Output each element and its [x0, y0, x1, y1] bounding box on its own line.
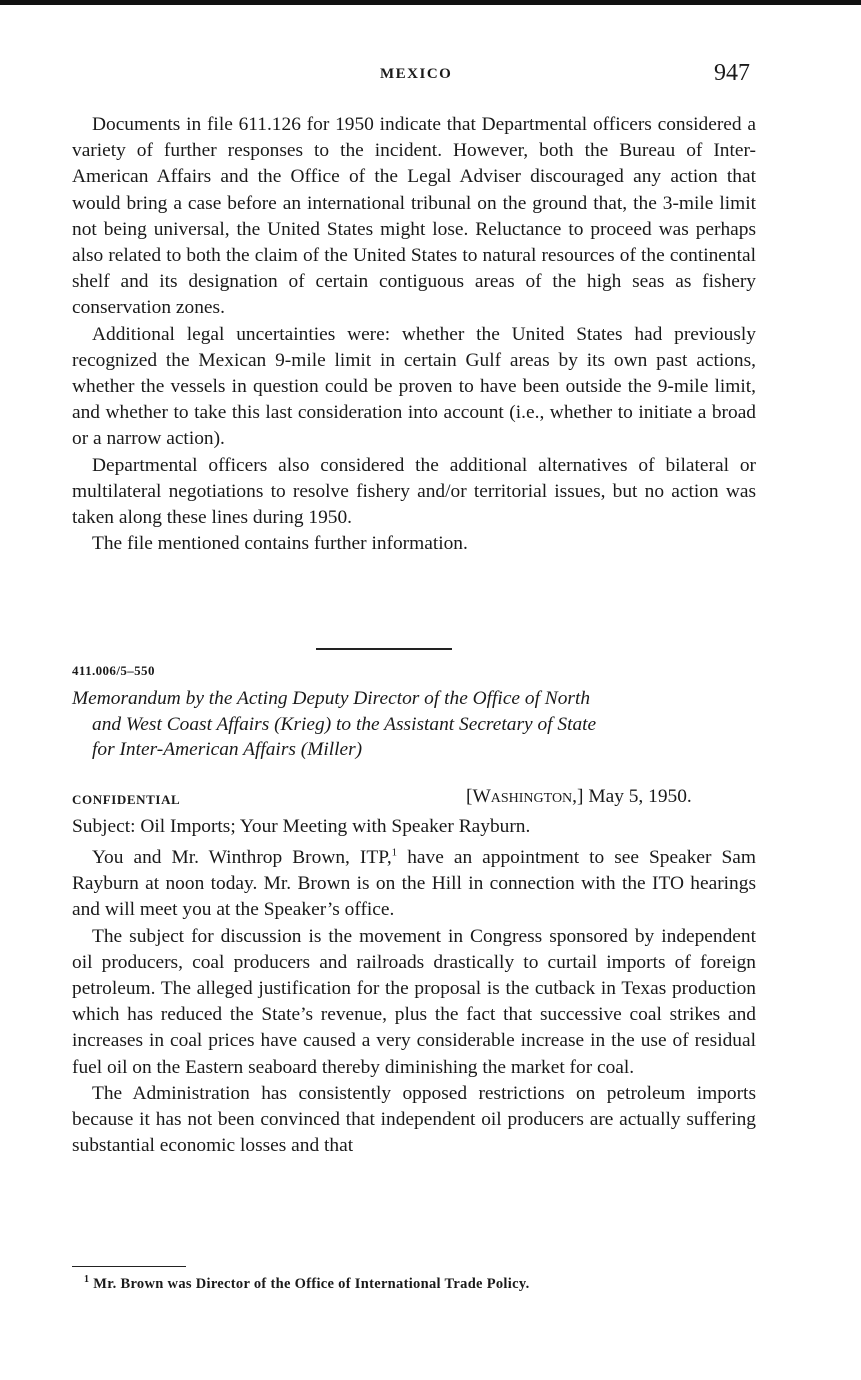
page-number: 947 [714, 60, 750, 86]
memo-paragraph-2: The subject for discussion is the movement in Congress sponsored by independent oil producers, coal producers and railroads drastically to curtail imports of foreign petroleum. The alleged justification for the proposal is the cutback in Texas production which has reduced the State’s revenue, plus the fact that successive coal strikes and increases in coal prices have caused a very considerable increase in the use of residual fuel oil on the Eastern seaboard thereby diminishing the market for coal. [72, 925, 756, 1078]
editorial-paragraph-4: The file mentioned contains further information. [92, 533, 468, 555]
document-title-line-3: for Inter-American Affairs (Miller) [92, 739, 363, 760]
editorial-paragraph-3: Departmental officers also considered the additional alternatives of bilateral or multilateral negotiations to resolve fishery and/or territorial issues, but no action was taken along these lines during 1950. [72, 454, 756, 529]
footnote [84, 1274, 530, 1293]
memo-body [72, 845, 756, 1159]
dateline-date: May 5, 1950. [588, 786, 692, 807]
memo-paragraph-1 [72, 845, 756, 924]
footnote-text: Mr. Brown was Director of the Office of International Trade Policy. [93, 1275, 530, 1292]
editorial-paragraph-2: Additional legal uncertainties were: whether the United States had previously recognized the Mexican 9-mile limit in certain Gulf areas by its own past actions, whether the vessels in question could be proven to have been outside the 9-mile limit, and whether to take this last consideration into account (i.e., whether to initiate a broad or a narrow action). [72, 323, 756, 450]
footnote-reference: 1 [391, 846, 398, 859]
page-top-edge [0, 0, 861, 5]
subject-line: Subject: Oil Imports; Your Meeting with Speaker Rayburn. [72, 816, 531, 837]
memo-paragraph-1-continued: have an appointment to see Speaker Sam Rayburn at noon today. Mr. Brown is on the Hill in connection with the ITO hearings and will meet you at the Speaker’s office. [72, 847, 756, 921]
running-title: MEXICO [380, 66, 453, 82]
memo-paragraph-3: The Administration has consistently opposed restrictions on petroleum imports because it has not been convinced that independent oil producers are actually suffering substantial economic losses and that [72, 1082, 756, 1157]
document-title-line-2: and West Coast Affairs (Krieg) to the Assistant Secretary of State [92, 713, 597, 735]
footnote-divider [72, 1266, 186, 1267]
editorial-paragraph-1: Documents in file 611.126 for 1950 indicate that Departmental officers considered a variety of further responses to the incident. However, both the Bureau of Inter-American Affairs and the Office of the Legal Adviser discouraged any action that would bring a case before an international tribunal on the ground that, the 3-mile limit not being universal, the United States might lose. Reluctance to proceed was perhaps also related to both the claim of the United States to natural resources of the continental shelf and its designation of certain contiguous areas of the high seas as fishery conservation zones. [72, 114, 756, 319]
memo-paragraph-1-text: You and Mr. Winthrop Brown, ITP, [92, 847, 392, 868]
footnote-marker: 1 [84, 1274, 90, 1285]
classification-marking: CONFIDENTIAL [72, 792, 181, 807]
document-title [72, 686, 760, 763]
editorial-note [72, 112, 756, 557]
dateline-place: [Washington,] [466, 786, 584, 807]
running-head [0, 60, 861, 92]
document-title-line-1: Memorandum by the Acting Deputy Director of the Office of North [72, 688, 591, 709]
dateline [466, 786, 692, 808]
file-number: 411.006/5–550 [72, 663, 155, 678]
section-divider [316, 648, 452, 650]
